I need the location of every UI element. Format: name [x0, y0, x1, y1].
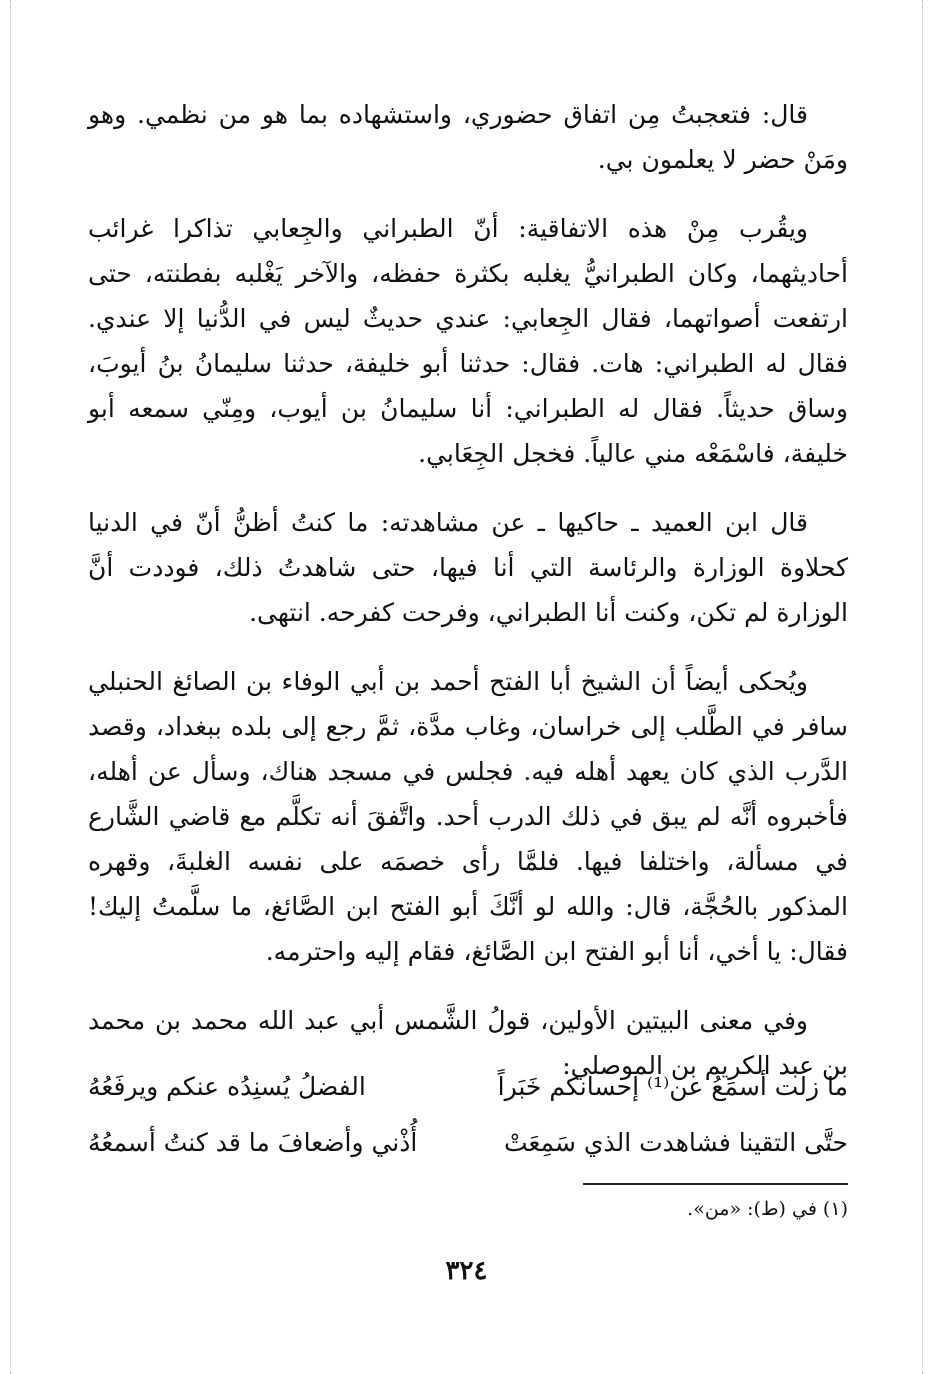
paragraph: ويُحكى أيضاً أن الشيخ أبا الفتح أحمد بن أبي الوفاء بن الصائغ الحنبلي سافر في الطَّلب إلى خراسان، وغاب مدَّة، ثمَّ رجع إلى بلده ببغداد، وقصد الدَّرب الذي كان يعهد أهله فيه. فجلس في مسجد هناك، وسأل عن أهله، فأخبروه أنَّه لم يبق في ذلك الدرب أحد. واتَّفقَ أنه تكلَّم مع قاضي الشَّارع في مسألة، واختلفا فيها. فلمَّا رأى خصمَه على نفسه الغلبةَ، وقهره المذكور بالحُجَّة، قال: والله لو أنَّكَ أبو الفتح ابن الصَّائغ، ما سلَّمتُ إليك! فقال: يا أخي، أنا أبو الفتح ابن الصَّائغ، فقام إليه واحترمه. — [88, 667, 848, 966]
poem-verse — [88, 1114, 848, 1170]
page-number: ٣٢٤ — [445, 1256, 488, 1286]
scan-edge-right — [922, 0, 923, 1374]
verse-second-hemistich: أُذْني وأضعافَ ما قد كنتُ أسمعُهُ — [88, 1127, 418, 1157]
poem-verse — [88, 1058, 848, 1114]
footnote: (١) في (ط): «من». — [687, 1198, 848, 1220]
verse-first-hemistich: حتَّى التقينا فشاهدت الذي سَمِعَتْ — [503, 1127, 848, 1157]
paragraph: وفي معنى البيتين الأولين، قولُ الشَّمس أبي عبد الله محمد بن محمد بن عبد الكريم بن الموصلي: — [88, 1006, 848, 1080]
paragraph: قال: فتعجبتُ مِن اتفاق حضوري، واستشهاده بما هو من نظمي. وهو ومَنْ حضر لا يعلمون بي. — [88, 100, 848, 174]
paragraph: ويقُرب مِنْ هذه الاتفاقية: أنّ الطبراني والجِعابي تذاكرا غرائب أحاديثهما، وكان الطبرانيُّ يغلبه بكثرة حفظه، والآخر يَغْلبه بفطنته، حتى ارتفعت أصواتهما، فقال الجِعابي: عندي حديثٌ ليس في الدُّنيا إلا عندي. فقال له الطبراني: هات. فقال: حدثنا أبو خليفة، حدثنا سليمانُ بنُ أيوبَ، وساق حديثاً. فقال له الطبراني: أنا سليمانُ بن أيوب، ومِنّي سمعه أبو خليفة، فاسْمَعْه مني عالياً. فخجل الجِعَابي. — [88, 214, 848, 468]
scan-edge-left — [10, 0, 11, 1374]
poem — [88, 1058, 848, 1170]
paragraph: قال ابن العميد ـ حاكيها ـ عن مشاهدته: ما كنتُ أظنُّ أنّ في الدنيا كحلاوة الوزارة والرئاسة التي أنا فيها، حتى شاهدتُ ذلك، فوددت أنَّ الوزارة لم تكن، وكنت أنا الطبراني، وفرحت كفرحه. انتهى. — [88, 508, 848, 627]
verse-first-hemistich: ما زلت أسمَعُ عن⁽¹⁾ إحسانكم خَبَراً — [497, 1071, 848, 1101]
footnote-divider — [583, 1183, 848, 1185]
verse-second-hemistich: الفضلُ يُسنِدُه عنكم ويرفَعُهُ — [88, 1071, 366, 1101]
main-text — [88, 92, 848, 1112]
